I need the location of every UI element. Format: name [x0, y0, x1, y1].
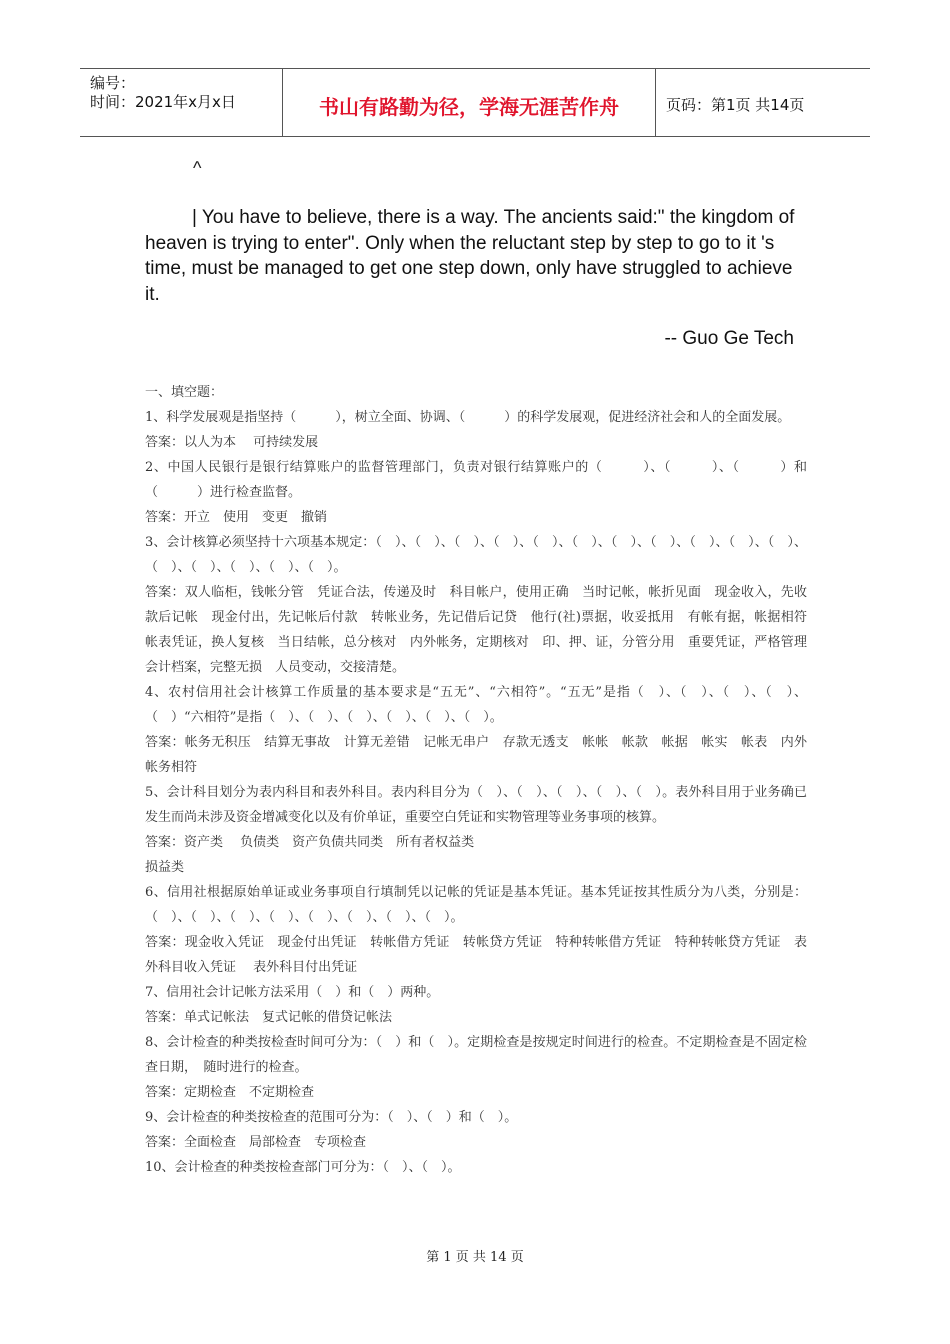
question-4: 4、农村信用社会计核算工作质量的基本要求是“五无”、“六相符”。“五无”是指（ ）、（ ）、（ ）、（ ）、（ ）“六相符”是指（ ）、（ ）、（ ）、（ ）、（ ）、（ ）。 [145, 685, 807, 725]
header-left-cell [80, 69, 282, 136]
header-page-cell [656, 69, 870, 136]
question-9: 9、会计检查的种类按检查的范围可分为：（ ）、（ ）和（ ）。 [145, 1110, 518, 1125]
document-number-label: 编号： [90, 74, 136, 92]
quote-author: -- Guo Ge Tech [664, 328, 794, 349]
question-body [145, 380, 821, 1180]
document-time-label: 时间：2021年x月x日 [90, 93, 236, 111]
question-8: 8、会计检查的种类按检查时间可分为：（ ）和（ ）。定期检查是按规定时间进行的检查。不定期检查是不固定检查日期， 随时进行的检查。 [145, 1035, 807, 1075]
answer-9: 答案：全面检查 局部检查 专项检查 [145, 1135, 367, 1150]
header-motto-cell [282, 69, 656, 136]
motto-text: 书山有路勤为径，学海无涯苦作舟 [319, 95, 619, 119]
question-6: 6、信用社根据原始单证或业务事项自行填制凭以记帐的凭证是基本凭证。基本凭证按其性质分为八类，分别是：（ ）、（ ）、（ ）、（ ）、（ ）、（ ）、（ ）、（ ）。 [145, 885, 807, 925]
answer-5-continued: 损益类 [145, 860, 185, 875]
caret-mark: ^ [193, 158, 202, 178]
question-5: 5、会计科目划分为表内科目和表外科目。表内科目分为（ ）、（ ）、（ ）、（ ）、（ ）。表外科目用于业务确已发生而尚未涉及资金增减变化以及有价单证，重要空白凭证和实物管理等业务事项的核算。 [145, 785, 807, 825]
answer-5: 答案：资产类 负债类 资产负债共同类 所有者权益类 [145, 835, 475, 850]
answer-8: 答案：定期检查 不定期检查 [145, 1085, 315, 1100]
question-10: 10、会计检查的种类按检查部门可分为：（ ）、（ ）。 [145, 1160, 461, 1175]
answer-3: 答案：双人临柜，钱帐分管 凭证合法，传递及时 科目帐户，使用正确 当时记帐，帐折见面 现金收入，先收款后记帐 现金付出，先记帐后付款 转帐业务，先记借后记贷 他行(社)票据，收妥抵用 有帐有据，帐据相符 帐表凭证，换人复核 当日结帐，总分核对 内外帐务，定期核对 印、押、证，分管分用 重要凭证，严格管理 会计档案，完整无损 人员变动，交接清楚。 [145, 585, 821, 675]
page-footer: 第 1 页 共 14 页 [426, 1250, 524, 1265]
quote-text: | You have to believe, there is a way. The ancients said:" the kingdom of heaven is trying to enter". Only when the reluctant step by step to go to it 's time, must be managed to get one step down, only have struggled to achieve it. [145, 207, 795, 305]
answer-4: 答案：帐务无积压 结算无事故 计算无差错 记帐无串户 存款无透支 帐帐 帐款 帐据 帐实 帐表 内外帐务相符 [145, 735, 807, 775]
question-7: 7、信用社会计记帐方法采用（ ）和（ ）两种。 [145, 985, 440, 1000]
page-counter: 页码：第1页 共14页 [666, 96, 805, 114]
answer-7: 答案：单式记帐法 复式记帐的借贷记帐法 [145, 1010, 393, 1025]
english-quote [145, 205, 810, 307]
section-title: 一、填空题： [145, 385, 224, 400]
question-2: 2、中国人民银行是银行结算账户的监督管理部门，负责对银行结算账户的（ ）、（ ）、（ ）和（ ）进行检查监督。 [145, 460, 807, 500]
answer-6: 答案：现金收入凭证 现金付出凭证 转帐借方凭证 转帐贷方凭证 特种转帐借方凭证 特种转帐贷方凭证 表外科目收入凭证 表外科目付出凭证 [145, 935, 807, 975]
answer-1: 答案：以人为本 可持续发展 [145, 435, 319, 450]
question-3: 3、会计核算必须坚持十六项基本规定：（ ）、（ ）、（ ）、（ ）、（ ）、（ ）、（ ）、（ ）、（ ）、（ ）、（ ）、（ ）、（ ）、（ ）、（ ）、（ ）。 [145, 535, 807, 575]
answer-2: 答案：开立 使用 变更 撤销 [145, 510, 328, 525]
question-1: 1、科学发展观是指坚持（ ），树立全面、协调、（ ）的科学发展观，促进经济社会和人的全面发展。 [145, 410, 791, 425]
document-header [80, 68, 870, 137]
